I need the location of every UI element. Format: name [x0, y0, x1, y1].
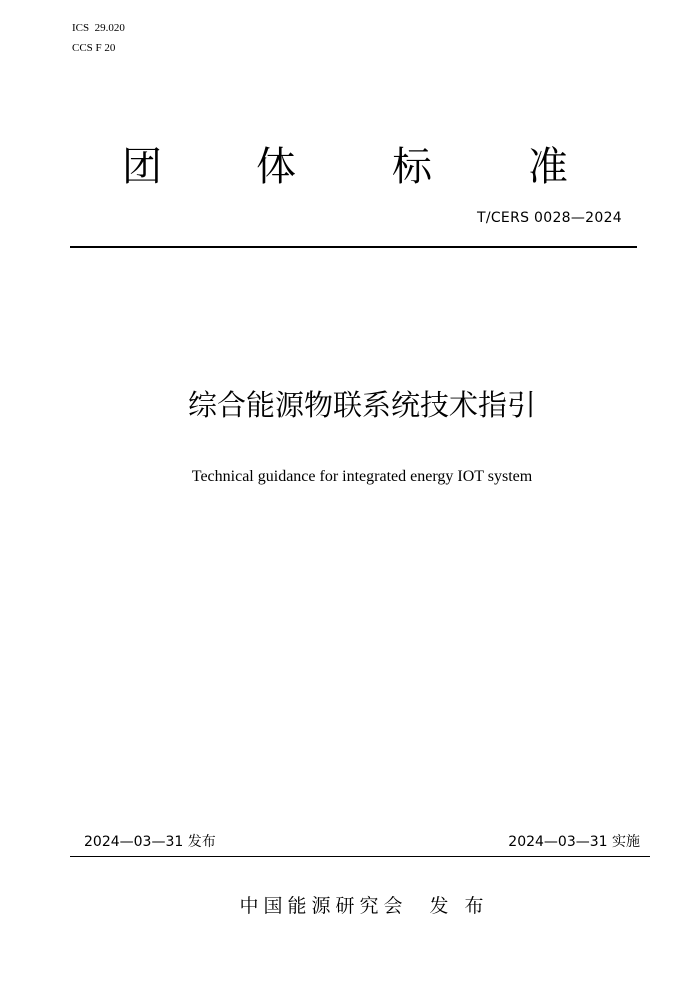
ics-code: ICS 29.020: [72, 22, 125, 34]
implementation-date: 2024—03—31 实施: [508, 834, 640, 850]
ccs-code: CCS F 20: [72, 42, 116, 54]
header-divider: [70, 246, 637, 248]
standard-type-char: 标: [392, 144, 432, 190]
standard-type-heading: [0, 142, 700, 192]
publisher: 中国能源研究会 发 布: [239, 895, 489, 917]
standard-number: T/CERS 0028—2024: [476, 210, 622, 226]
standard-type-char: 准: [528, 144, 568, 190]
document-title-english: Technical guidance for integrated energy IOT system: [191, 468, 533, 485]
classification-codes: [72, 18, 125, 58]
document-title-chinese: 综合能源物联系统技术指引: [187, 388, 536, 422]
publish-date: 2024—03—31 发布: [84, 834, 216, 850]
footer-divider: [70, 856, 650, 857]
standard-type-char: 团: [122, 144, 162, 190]
standard-type-char: 体: [256, 144, 296, 190]
